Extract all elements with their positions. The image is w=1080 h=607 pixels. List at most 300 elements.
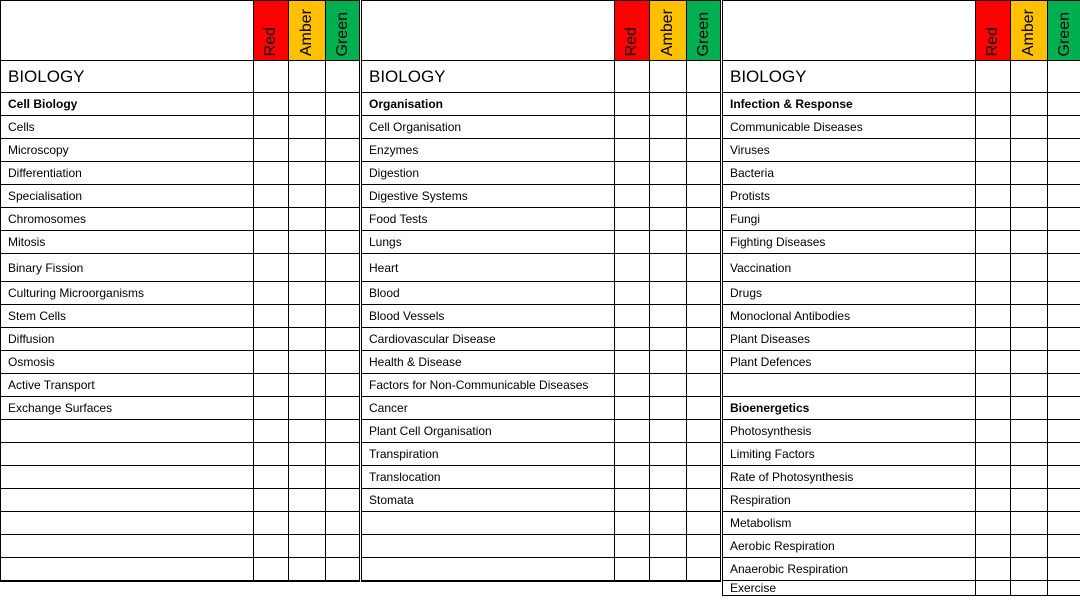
rag-checkbox-green[interactable] <box>1048 374 1080 397</box>
rag-checkbox-amber[interactable] <box>289 466 326 489</box>
panel-title: BIOLOGY <box>723 61 976 93</box>
rag-checkbox-green[interactable] <box>687 93 721 116</box>
rag-checkbox-red[interactable] <box>254 512 289 535</box>
rag-checkbox-amber[interactable] <box>1011 512 1048 535</box>
section-heading: Infection & Response <box>723 93 976 116</box>
topic-label: Digestive Systems <box>362 185 615 208</box>
rag-checkbox-red[interactable] <box>254 254 289 282</box>
rag-checkbox-green[interactable] <box>1048 305 1080 328</box>
rag-checkbox-red[interactable] <box>615 162 650 185</box>
rag-checkbox-red[interactable] <box>976 489 1011 512</box>
rag-checkbox-amber[interactable] <box>1011 420 1048 443</box>
rag-checkbox-amber[interactable] <box>650 489 687 512</box>
rag-checkbox-green[interactable] <box>687 374 721 397</box>
rag-checkbox-amber[interactable] <box>650 466 687 489</box>
topic-label: Food Tests <box>362 208 615 231</box>
rag-checkbox-red[interactable] <box>615 93 650 116</box>
rag-checkbox-green[interactable] <box>326 208 360 231</box>
rag-checkbox-red[interactable] <box>976 116 1011 139</box>
topic-label: Differentiation <box>1 162 254 185</box>
rag-checkbox-amber[interactable] <box>650 282 687 305</box>
rag-checkbox-amber[interactable] <box>289 374 326 397</box>
rag-header-label: Red <box>623 26 640 56</box>
rag-checkbox-red[interactable] <box>254 420 289 443</box>
rag-checkbox-amber[interactable] <box>1011 397 1048 420</box>
rag-checkbox-amber[interactable] <box>289 558 326 581</box>
topic-label: Culturing Microorganisms <box>1 282 254 305</box>
rag-checkbox-amber[interactable] <box>1011 282 1048 305</box>
rag-checkbox-red[interactable] <box>976 420 1011 443</box>
rag-checkbox-green[interactable] <box>326 254 360 282</box>
topic-label: Anaerobic Respiration <box>723 558 976 581</box>
rag-checkbox-red[interactable] <box>976 558 1011 581</box>
rag-checkbox-red[interactable] <box>976 139 1011 162</box>
rag-checkbox-red[interactable] <box>254 466 289 489</box>
topic-label: Photosynthesis <box>723 420 976 443</box>
rag-checkbox-red[interactable] <box>254 139 289 162</box>
rag-checkbox-amber[interactable] <box>1011 231 1048 254</box>
rag-header-label: Amber <box>1020 8 1037 56</box>
topic-label: Respiration <box>723 489 976 512</box>
rag-checkbox-red[interactable] <box>615 231 650 254</box>
rag-checkbox-green[interactable] <box>326 231 360 254</box>
rag-checkbox-green[interactable] <box>687 254 721 282</box>
rag-checkbox-green[interactable] <box>1048 328 1080 351</box>
rag-checkbox-red[interactable] <box>976 512 1011 535</box>
topic-label: Viruses <box>723 139 976 162</box>
rag-header-green <box>687 1 721 61</box>
topic-label: Aerobic Respiration <box>723 535 976 558</box>
rag-checkbox-green[interactable] <box>1048 231 1080 254</box>
topic-label: Communicable Diseases <box>723 116 976 139</box>
rag-checkbox-red[interactable] <box>254 162 289 185</box>
rag-checkbox-red[interactable] <box>254 581 289 582</box>
rag-checkbox-red[interactable] <box>615 282 650 305</box>
rag-checkbox-amber[interactable] <box>1011 466 1048 489</box>
rag-checkbox-red[interactable] <box>615 374 650 397</box>
rag-checkbox-red[interactable] <box>615 351 650 374</box>
rag-checkbox-green[interactable] <box>1048 397 1080 420</box>
rag-checkbox-green[interactable] <box>687 443 721 466</box>
rag-header-red <box>254 1 289 61</box>
rag-checkbox-amber[interactable] <box>650 535 687 558</box>
rag-checkbox-red[interactable] <box>615 581 650 582</box>
topic-label: Mitosis <box>1 231 254 254</box>
topic-label: Fighting Diseases <box>723 231 976 254</box>
topic-label: Stem Cells <box>1 305 254 328</box>
rag-checkbox-red[interactable] <box>615 139 650 162</box>
rag-checkbox-amber[interactable] <box>289 351 326 374</box>
rag-checkbox-amber[interactable] <box>1011 93 1048 116</box>
rag-checkbox-red[interactable] <box>976 61 1011 93</box>
rag-checkbox-amber[interactable] <box>289 420 326 443</box>
rag-checkbox-red[interactable] <box>615 466 650 489</box>
rag-checkbox-red[interactable] <box>254 61 289 93</box>
rag-checkbox-green[interactable] <box>687 489 721 512</box>
rag-checkbox-green[interactable] <box>326 139 360 162</box>
header-blank-cell <box>1 1 254 61</box>
rag-checkbox-red[interactable] <box>254 328 289 351</box>
topic-label: Specialisation <box>1 185 254 208</box>
rag-checkbox-red[interactable] <box>976 305 1011 328</box>
section-heading: Bioenergetics <box>723 397 976 420</box>
topic-label <box>1 581 254 582</box>
rag-checkbox-red[interactable] <box>254 489 289 512</box>
rag-checkbox-green[interactable] <box>326 466 360 489</box>
rag-checkbox-red[interactable] <box>254 282 289 305</box>
rag-checkbox-green[interactable] <box>326 397 360 420</box>
topic-label: Blood Vessels <box>362 305 615 328</box>
rag-checkbox-red[interactable] <box>615 328 650 351</box>
topic-label: Exercise <box>723 581 976 596</box>
rag-checkbox-green[interactable] <box>687 162 721 185</box>
topic-label: Heart <box>362 254 615 282</box>
rag-checkbox-amber[interactable] <box>1011 374 1048 397</box>
rag-checkbox-red[interactable] <box>615 420 650 443</box>
rag-checkbox-amber[interactable] <box>289 254 326 282</box>
rag-checkbox-amber[interactable] <box>289 443 326 466</box>
rag-checkbox-red[interactable] <box>976 208 1011 231</box>
rag-checkbox-amber[interactable] <box>650 254 687 282</box>
rag-checkbox-amber[interactable] <box>650 512 687 535</box>
topic-label: Blood <box>362 282 615 305</box>
rag-checkbox-red[interactable] <box>976 374 1011 397</box>
topic-label: Microscopy <box>1 139 254 162</box>
rag-checkbox-amber[interactable] <box>1011 162 1048 185</box>
rag-checkbox-amber[interactable] <box>650 443 687 466</box>
rag-checkbox-amber[interactable] <box>289 185 326 208</box>
rag-checkbox-green[interactable] <box>687 305 721 328</box>
rag-checkbox-red[interactable] <box>976 581 1011 596</box>
rag-checkbox-red[interactable] <box>976 254 1011 282</box>
rag-checkbox-amber[interactable] <box>289 305 326 328</box>
topic-label <box>1 535 254 558</box>
rag-checkbox-green[interactable] <box>326 328 360 351</box>
topic-label: Translocation <box>362 466 615 489</box>
rag-checkbox-red[interactable] <box>976 351 1011 374</box>
rag-checkbox-amber[interactable] <box>1011 535 1048 558</box>
topic-label <box>362 512 615 535</box>
topic-label: Metabolism <box>723 512 976 535</box>
topic-label: Vaccination <box>723 254 976 282</box>
rag-checkbox-amber[interactable] <box>1011 489 1048 512</box>
rag-checkbox-green[interactable] <box>687 420 721 443</box>
rag-checkbox-green[interactable] <box>1048 254 1080 282</box>
rag-checkbox-green[interactable] <box>1048 489 1080 512</box>
header-blank-cell <box>723 1 976 61</box>
rag-checkbox-green[interactable] <box>687 535 721 558</box>
topic-label: Digestion <box>362 162 615 185</box>
rag-header-red <box>976 1 1011 61</box>
topic-label: Plant Defences <box>723 351 976 374</box>
rag-checkbox-green[interactable] <box>1048 558 1080 581</box>
rag-checkbox-amber[interactable] <box>650 305 687 328</box>
rag-checkbox-green[interactable] <box>326 282 360 305</box>
rag-checkbox-green[interactable] <box>326 61 360 93</box>
rag-checkbox-red[interactable] <box>254 231 289 254</box>
rag-checkbox-green[interactable] <box>687 512 721 535</box>
rag-checkbox-green[interactable] <box>1048 512 1080 535</box>
rag-header-label: Red <box>262 26 279 56</box>
rag-checkbox-red[interactable] <box>976 328 1011 351</box>
topic-label: Plant Diseases <box>723 328 976 351</box>
rag-checkbox-green[interactable] <box>326 93 360 116</box>
rag-checkbox-red[interactable] <box>254 116 289 139</box>
rag-checkbox-green[interactable] <box>1048 443 1080 466</box>
panel-infection-response <box>722 0 1080 596</box>
rag-checkbox-green[interactable] <box>1048 351 1080 374</box>
topic-label <box>362 535 615 558</box>
rag-checkbox-green[interactable] <box>1048 420 1080 443</box>
rag-checkbox-amber[interactable] <box>1011 443 1048 466</box>
topic-label: Fungi <box>723 208 976 231</box>
topic-label: Binary Fission <box>1 254 254 282</box>
rag-header-red <box>615 1 650 61</box>
section-heading: Organisation <box>362 93 615 116</box>
rag-checkbox-green[interactable] <box>687 558 721 581</box>
rag-checkbox-amber[interactable] <box>289 535 326 558</box>
rag-checkbox-amber[interactable] <box>1011 116 1048 139</box>
rag-checkbox-green[interactable] <box>326 374 360 397</box>
rag-checkbox-amber[interactable] <box>1011 305 1048 328</box>
rag-checkbox-red[interactable] <box>976 466 1011 489</box>
rag-checkbox-green[interactable] <box>326 512 360 535</box>
rag-header-label: Green <box>1055 11 1073 56</box>
rag-checkbox-green[interactable] <box>1048 208 1080 231</box>
rag-checkbox-amber[interactable] <box>1011 61 1048 93</box>
rag-checkbox-red[interactable] <box>976 397 1011 420</box>
panel-cell-biology <box>0 0 360 582</box>
rag-checkbox-green[interactable] <box>687 185 721 208</box>
rag-checkbox-red[interactable] <box>615 116 650 139</box>
rag-checkbox-red[interactable] <box>976 282 1011 305</box>
topic-label: Diffusion <box>1 328 254 351</box>
rag-checkbox-green[interactable] <box>326 116 360 139</box>
rag-checkbox-amber[interactable] <box>289 328 326 351</box>
rag-checkbox-green[interactable] <box>1048 185 1080 208</box>
topic-label <box>1 443 254 466</box>
topic-label: Rate of Photosynthesis <box>723 466 976 489</box>
topic-label: Exchange Surfaces <box>1 397 254 420</box>
rag-checkbox-amber[interactable] <box>1011 185 1048 208</box>
topic-label: Drugs <box>723 282 976 305</box>
rag-checkbox-green[interactable] <box>687 61 721 93</box>
rag-header-label: Green <box>694 11 712 56</box>
rag-checkbox-red[interactable] <box>254 558 289 581</box>
rag-checkbox-green[interactable] <box>326 185 360 208</box>
topic-label: Active Transport <box>1 374 254 397</box>
rag-checkbox-amber[interactable] <box>289 116 326 139</box>
rag-checkbox-green[interactable] <box>326 420 360 443</box>
rag-checkbox-red[interactable] <box>615 208 650 231</box>
topic-label: Cardiovascular Disease <box>362 328 615 351</box>
rag-checkbox-red[interactable] <box>976 162 1011 185</box>
rag-checkbox-red[interactable] <box>254 305 289 328</box>
rag-checkbox-amber[interactable] <box>650 93 687 116</box>
rag-checkbox-red[interactable] <box>615 305 650 328</box>
rag-checkbox-amber[interactable] <box>289 61 326 93</box>
rag-checkbox-amber[interactable] <box>650 61 687 93</box>
panel-title: BIOLOGY <box>1 61 254 93</box>
rag-checkbox-red[interactable] <box>976 185 1011 208</box>
rag-checkbox-red[interactable] <box>615 558 650 581</box>
header-blank-cell <box>362 1 615 61</box>
topic-label: Chromosomes <box>1 208 254 231</box>
rag-checkbox-green[interactable] <box>1048 535 1080 558</box>
rag-checkbox-amber[interactable] <box>289 581 326 582</box>
rag-checkbox-red[interactable] <box>254 351 289 374</box>
rag-header-green <box>326 1 360 61</box>
rag-checkbox-green[interactable] <box>1048 116 1080 139</box>
rag-checkbox-green[interactable] <box>687 139 721 162</box>
rag-checkbox-amber[interactable] <box>650 397 687 420</box>
rag-checkbox-amber[interactable] <box>289 162 326 185</box>
rag-checkbox-red[interactable] <box>254 535 289 558</box>
rag-checkbox-amber[interactable] <box>1011 328 1048 351</box>
rag-checkbox-amber[interactable] <box>650 351 687 374</box>
rag-checkbox-amber[interactable] <box>650 185 687 208</box>
rag-checkbox-amber[interactable] <box>289 397 326 420</box>
topic-label: Cancer <box>362 397 615 420</box>
rag-checkbox-green[interactable] <box>687 208 721 231</box>
rag-checkbox-amber[interactable] <box>289 489 326 512</box>
panel-organisation <box>361 0 721 582</box>
rag-checkbox-green[interactable] <box>1048 162 1080 185</box>
topic-label: Cells <box>1 116 254 139</box>
rag-checkbox-green[interactable] <box>687 116 721 139</box>
topic-label: Cell Organisation <box>362 116 615 139</box>
rag-checkbox-green[interactable] <box>687 397 721 420</box>
topic-label <box>1 558 254 581</box>
rag-checkbox-red[interactable] <box>254 93 289 116</box>
rag-checkbox-amber[interactable] <box>289 231 326 254</box>
rag-checkbox-amber[interactable] <box>289 282 326 305</box>
rag-checkbox-red[interactable] <box>976 535 1011 558</box>
rag-header-green <box>1048 1 1080 61</box>
rag-checkbox-red[interactable] <box>254 208 289 231</box>
rag-checkbox-red[interactable] <box>615 535 650 558</box>
topic-label <box>1 466 254 489</box>
rag-checkbox-red[interactable] <box>254 443 289 466</box>
rag-checkbox-green[interactable] <box>326 305 360 328</box>
rag-header-label: Amber <box>659 8 676 56</box>
rag-checkbox-amber[interactable] <box>650 374 687 397</box>
topic-label <box>362 558 615 581</box>
topic-label <box>723 374 976 397</box>
rag-checkbox-amber[interactable] <box>650 139 687 162</box>
rag-checkbox-green[interactable] <box>326 443 360 466</box>
topic-label: Plant Cell Organisation <box>362 420 615 443</box>
rag-checkbox-green[interactable] <box>1048 581 1080 596</box>
rag-checkbox-red[interactable] <box>254 185 289 208</box>
rag-checkbox-green[interactable] <box>1048 139 1080 162</box>
rag-checkbox-green[interactable] <box>1048 61 1080 93</box>
rag-checkbox-red[interactable] <box>976 231 1011 254</box>
rag-checkbox-amber[interactable] <box>650 231 687 254</box>
rag-checkbox-green[interactable] <box>687 581 721 582</box>
rag-checkbox-amber[interactable] <box>1011 139 1048 162</box>
rag-checkbox-amber[interactable] <box>650 328 687 351</box>
rag-checkbox-amber[interactable] <box>1011 254 1048 282</box>
topic-label: Enzymes <box>362 139 615 162</box>
rag-checkbox-red[interactable] <box>615 254 650 282</box>
topic-label: Stomata <box>362 489 615 512</box>
topic-label: Bacteria <box>723 162 976 185</box>
rag-checkbox-amber[interactable] <box>289 139 326 162</box>
rag-checkbox-green[interactable] <box>687 231 721 254</box>
rag-checkbox-green[interactable] <box>1048 466 1080 489</box>
topic-label: Limiting Factors <box>723 443 976 466</box>
panel-title: BIOLOGY <box>362 61 615 93</box>
rag-checkbox-amber[interactable] <box>1011 581 1048 596</box>
rag-checkbox-amber[interactable] <box>650 581 687 582</box>
rag-checkbox-amber[interactable] <box>650 208 687 231</box>
rag-checkbox-red[interactable] <box>615 61 650 93</box>
rag-checkbox-amber[interactable] <box>289 512 326 535</box>
rag-checkbox-green[interactable] <box>687 282 721 305</box>
rag-checkbox-red[interactable] <box>976 93 1011 116</box>
rag-header-label: Amber <box>298 8 315 56</box>
rag-checkbox-red[interactable] <box>615 512 650 535</box>
rag-checkbox-amber[interactable] <box>1011 208 1048 231</box>
rag-checkbox-red[interactable] <box>254 397 289 420</box>
topic-label <box>362 581 615 582</box>
rag-header-amber <box>289 1 326 61</box>
rag-header-label: Red <box>984 26 1001 56</box>
topic-label: Osmosis <box>1 351 254 374</box>
rag-checkbox-amber[interactable] <box>650 558 687 581</box>
rag-checkbox-amber[interactable] <box>289 93 326 116</box>
rag-checkbox-green[interactable] <box>326 351 360 374</box>
rag-checkbox-red[interactable] <box>615 489 650 512</box>
rag-header-label: Green <box>333 11 351 56</box>
rag-checkbox-amber[interactable] <box>650 162 687 185</box>
topic-label: Monoclonal Antibodies <box>723 305 976 328</box>
rag-checkbox-red[interactable] <box>615 185 650 208</box>
rag-checkbox-green[interactable] <box>1048 282 1080 305</box>
section-heading: Cell Biology <box>1 93 254 116</box>
rag-checkbox-red[interactable] <box>615 443 650 466</box>
rag-checkbox-amber[interactable] <box>650 116 687 139</box>
topic-label: Protists <box>723 185 976 208</box>
rag-checkbox-amber[interactable] <box>289 208 326 231</box>
rag-checkbox-green[interactable] <box>687 351 721 374</box>
rag-checkbox-amber[interactable] <box>1011 558 1048 581</box>
rag-checkbox-amber[interactable] <box>650 420 687 443</box>
topic-label <box>1 420 254 443</box>
topic-label: Factors for Non-Communicable Diseases <box>362 374 615 397</box>
rag-checkbox-red[interactable] <box>254 374 289 397</box>
rag-checkbox-red[interactable] <box>976 443 1011 466</box>
rag-checkbox-green[interactable] <box>326 581 360 582</box>
rag-checkbox-green[interactable] <box>326 162 360 185</box>
rag-checkbox-green[interactable] <box>326 535 360 558</box>
rag-header-amber <box>1011 1 1048 61</box>
rag-header-amber <box>650 1 687 61</box>
rag-checkbox-green[interactable] <box>687 328 721 351</box>
topic-label <box>1 512 254 535</box>
rag-checkbox-amber[interactable] <box>1011 351 1048 374</box>
topic-label: Transpiration <box>362 443 615 466</box>
topic-label <box>1 489 254 512</box>
rag-checkbox-green[interactable] <box>326 558 360 581</box>
rag-checkbox-red[interactable] <box>615 397 650 420</box>
rag-checkbox-green[interactable] <box>326 489 360 512</box>
topic-label: Health & Disease <box>362 351 615 374</box>
rag-checkbox-green[interactable] <box>687 466 721 489</box>
topic-label: Lungs <box>362 231 615 254</box>
rag-checkbox-green[interactable] <box>1048 93 1080 116</box>
